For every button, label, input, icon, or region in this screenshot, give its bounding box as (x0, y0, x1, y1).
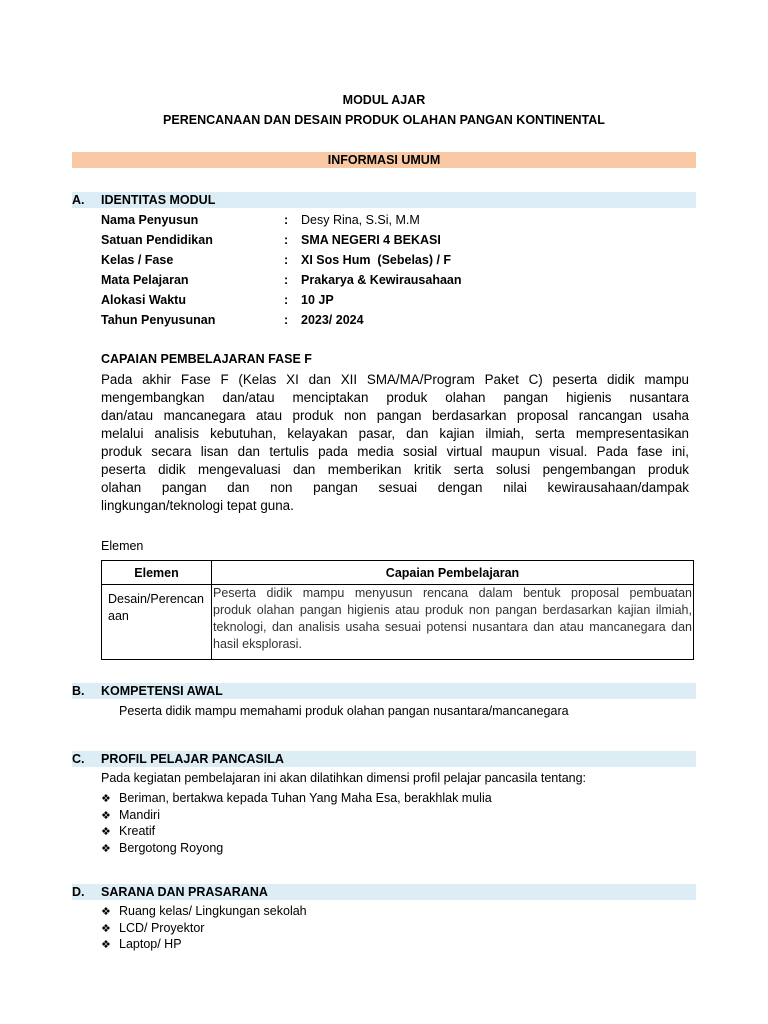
identitas-value: 10 JP (301, 293, 334, 307)
section-b-title: KOMPETENSI AWAL (101, 684, 223, 698)
table-cell-elemen (102, 585, 212, 660)
cell-line: produk olahan pangan higienis atau produk non pangan berdasarkan kajian ilmiah, (213, 603, 692, 617)
diamond-bullet-icon: ❖ (101, 809, 111, 822)
document-title: MODUL AJAR (342, 93, 426, 107)
section-a-letter: A. (72, 193, 85, 207)
elemen-label: Elemen (101, 539, 144, 553)
list-item (101, 903, 307, 921)
table-row (102, 585, 694, 660)
table-header-elemen: Elemen (102, 561, 212, 585)
section-c-band (72, 751, 696, 767)
capaian-line: lingkungan/teknologi tepat guna. (101, 498, 294, 513)
cell-line: Peserta didik mampu menyusun rencana dalam bentuk proposal pembuatan (213, 586, 692, 600)
elemen-table (101, 560, 694, 660)
capaian-line: melalui analisis kebutuhan, kelayakan pasar, dan kajian ilmiah, serta mempresentasikan (101, 426, 689, 441)
diamond-bullet-icon: ❖ (101, 793, 111, 805)
identitas-label: Mata Pelajaran (101, 273, 189, 287)
table-header-row (102, 561, 694, 585)
list-item (101, 823, 155, 841)
kompetensi-awal-text: Peserta didik mampu memahami produk olahan pangan nusantara/mancanegara (119, 704, 569, 718)
cell-line: teknologi, dan analisis usaha sesuai potensi nusantara dan atau mancanegara dan (213, 620, 692, 634)
list-item (101, 840, 223, 858)
document-subtitle: PERENCANAAN DAN DESAIN PRODUK OLAHAN PANGAN KONTINENTAL (163, 113, 605, 127)
diamond-bullet-icon: ❖ (101, 826, 111, 838)
capaian-paragraph (101, 371, 689, 515)
cell-line: Desain/Perencan (108, 592, 204, 606)
list-item-text: Bergotong Royong (119, 840, 224, 855)
section-b-band (72, 683, 696, 699)
capaian-heading: CAPAIAN PEMBELAJARAN FASE F (101, 352, 312, 366)
profil-intro: Pada kegiatan pembelajaran ini akan dilatihkan dimensi profil pelajar pancasila tentang: (101, 771, 587, 785)
table-cell-capaian (212, 585, 694, 660)
list-item (101, 790, 492, 808)
capaian-line: Pada akhir Fase F (Kelas XI dan XII SMA/MA/Program Paket C) peserta didik mampu (101, 372, 689, 387)
list-item (101, 807, 160, 825)
diamond-bullet-icon: ❖ (101, 842, 111, 855)
section-b-letter: B. (72, 684, 85, 698)
identitas-label: Kelas / Fase (101, 253, 174, 267)
list-item (101, 936, 182, 954)
identitas-colon: : (284, 293, 289, 307)
capaian-line: olahan pangan dan non pangan sesuai dengan nilai kewirausahaan/dampak (101, 480, 689, 495)
section-d-letter: D. (72, 885, 85, 899)
identitas-colon: : (284, 253, 289, 267)
list-item-text: Laptop/ HP (119, 937, 182, 951)
identitas-value: Desy Rina, S.Si, M.M (301, 213, 420, 227)
list-item-text: Beriman, bertakwa kepada Tuhan Yang Maha Esa, berakhlak mulia (119, 791, 492, 805)
list-item-text: LCD/ Proyektor (119, 920, 205, 935)
list-item (101, 920, 204, 938)
section-a-band (72, 192, 696, 208)
informasi-umum-band (72, 152, 696, 168)
list-item-text: Mandiri (119, 807, 160, 822)
section-d-title: SARANA DAN PRASARANA (101, 885, 268, 899)
capaian-line: produk secara lisan dan tertulis pada media sosial virtual maupun visual. Pada fase ini, (101, 444, 689, 459)
identitas-colon: : (284, 313, 289, 327)
section-c-letter: C. (72, 752, 85, 766)
identitas-value: SMA NEGERI 4 BEKASI (301, 233, 441, 247)
identitas-colon: : (284, 233, 289, 247)
identitas-value: Prakarya & Kewirausahaan (301, 273, 462, 287)
capaian-line: dan/atau mancanegara atau produk non pangan berdasarkan proposal rancangan usaha (101, 408, 689, 423)
diamond-bullet-icon: ❖ (101, 939, 111, 951)
identitas-value: XI Sos Hum (Sebelas) / F (301, 253, 452, 267)
identitas-value: 2023/ 2024 (301, 313, 364, 327)
list-item-text: Kreatif (119, 824, 156, 838)
informasi-umum-heading: INFORMASI UMUM (327, 153, 441, 167)
identitas-label: Alokasi Waktu (101, 293, 186, 307)
identitas-colon: : (284, 213, 289, 227)
list-item-text: Ruang kelas/ Lingkungan sekolah (119, 904, 307, 918)
section-d-band (72, 884, 696, 900)
cell-line: hasil eksplorasi. (213, 637, 302, 651)
capaian-line: peserta didik mengevaluasi dan memberikan kritik serta solusi pengembangan produk (101, 462, 689, 477)
capaian-line: mengembangkan dan/atau menciptakan produk olahan pangan higienis nusantara (101, 390, 689, 405)
identitas-colon: : (284, 273, 289, 287)
section-c-title: PROFIL PELAJAR PANCASILA (101, 752, 284, 766)
cell-line: aan (108, 609, 129, 623)
identitas-label: Tahun Penyusunan (101, 313, 216, 327)
diamond-bullet-icon: ❖ (101, 922, 111, 935)
diamond-bullet-icon: ❖ (101, 906, 111, 918)
identitas-label: Nama Penyusun (101, 213, 199, 227)
identitas-label: Satuan Pendidikan (101, 233, 213, 247)
section-a-title: IDENTITAS MODUL (101, 193, 216, 207)
table-header-capaian: Capaian Pembelajaran (212, 561, 694, 585)
